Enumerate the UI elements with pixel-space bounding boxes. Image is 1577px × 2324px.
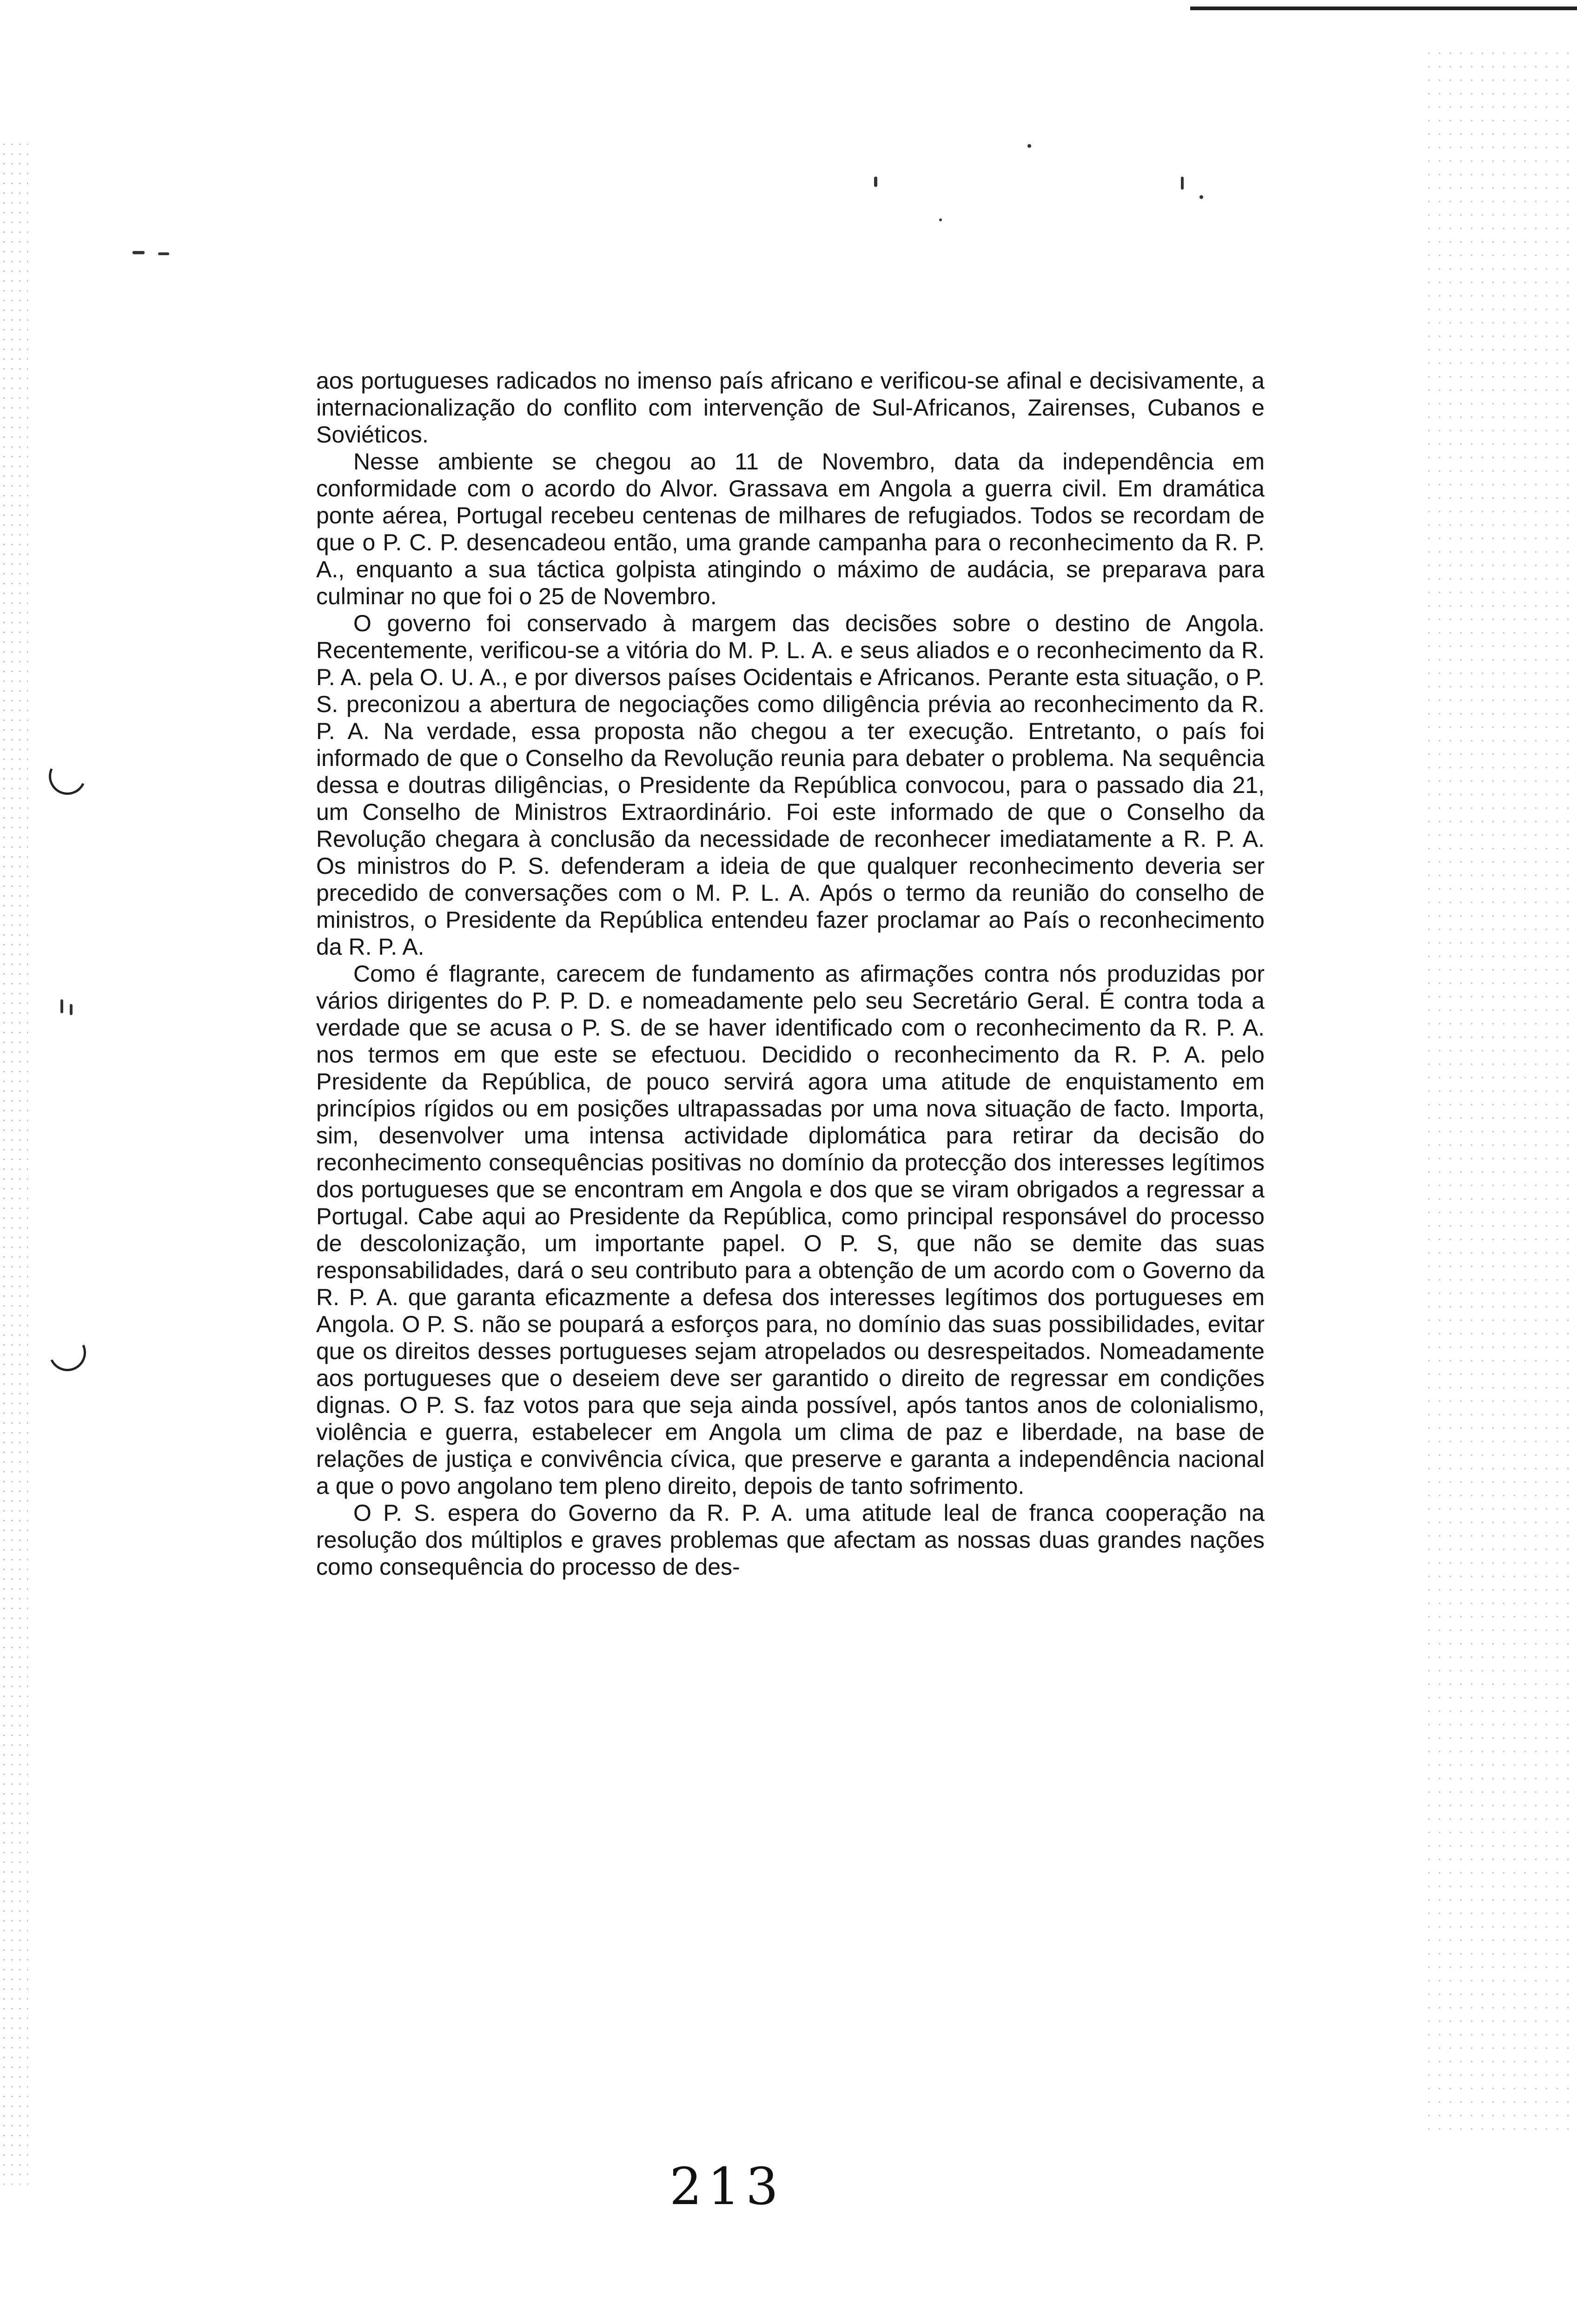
- paragraph: O governo foi conservado à margem das decisões sobre o destino de Angola. Recentemente, verificou-se a vitória do M. P. L. A. e seus aliados e o reconhecimento da R. P. A. pela O. U. A., e por diversos países Ocidentais e Africanos. Perante esta situação, o P. S. preconizou a abertura de negociações como diligência prévia ao reconhecimento da R. P. A. Na verdade, essa proposta não chegou a ter execução. Entretanto, o país foi informado de que o Conselho da Revolução reunia para debater o problema. Na sequência dessa e doutras diligências, o Presidente da República convocou, para o passado dia 21, um Conselho de Ministros Extraordinário. Foi este informado de que o Conselho da Revolução chegara à conclusão da necessidade de reconhecer imediatamente a R. P. A. Os ministros do P. S. defenderam a ideia de que qualquer reconhecimento deveria ser precedido de conversações com o M. P. L. A. Após o termo da reunião do conselho de ministros, o Presidente da República entendeu fazer proclamar ao País o reconhecimento da R. P. A.: [316, 610, 1265, 960]
- scan-mark: [874, 177, 877, 187]
- scan-mark: [939, 218, 942, 221]
- scan-mark: [133, 251, 145, 254]
- scan-mark: [70, 1004, 73, 1015]
- scan-noise-left: [0, 139, 28, 2185]
- paragraph: O P. S. espera do Governo da R. P. A. uma atitude leal de franca cooperação na resolução dos múltiplos e graves problemas que afectam as nossas duas grandes nações como consequência do processo de des-: [316, 1500, 1265, 1580]
- scan-mark: [60, 999, 63, 1013]
- paragraph: Nesse ambiente se chegou ao 11 de Novembro, data da independência em conformidade com o acordo do Alvor. Grassava em Angola a guerra civil. Em dramática ponte aérea, Portugal recebeu centenas de milhares de refugiados. Todos se recordam de que o P. C. P. desencadeou então, uma grande campanha para o reconhecimento da R. P. A., enquanto a sua táctica golpista atingindo o máximo de audácia, se preparava para culminar no que foi o 25 de Novembro.: [316, 449, 1265, 609]
- margin-curve-mark: [44, 1329, 92, 1377]
- paragraph: aos portugueses radicados no imenso país africano e verificou-se afinal e decisivamente, a internacionalização do conflito com intervenção de Sul-Africanos, Zairenses, Cubanos e Soviéticos.: [316, 368, 1265, 448]
- page-number: 213: [669, 2157, 784, 2216]
- margin-curve-mark: [44, 753, 92, 800]
- scan-mark: [1181, 177, 1184, 190]
- scan-mark: [1027, 144, 1031, 148]
- paragraph: Como é flagrante, carecem de fundamento as afirmações contra nós produzidas por vários dirigentes do P. P. D. e nomeadamente pelo seu Secretário Geral. É contra toda a verdade que se acusa o P. S. de se haver identificado com o reconhecimento da R. P. A. nos termos em que este se efectuou. Decidido o reconhecimento da R. P. A. pelo Presidente da República, de pouco servirá agora uma atitude de enquistamento em princípios rígidos ou em posições ultrapassadas por uma nova situação de facto. Importa, sim, desenvolver uma intensa actividade diplomática para retirar da decisão do reconhecimento consequências positivas no domínio da protecção dos interesses legítimos dos portugueses que se encontram em Angola e dos que se viram obrigados a regressar a Portugal. Cabe aqui ao Presidente da República, como principal responsável do processo de descolonização, um importante papel. O P. S, que não se demite das suas responsabilidades, dará o seu contributo para a obtenção de um acordo com o Governo da R. P. A. que garanta eficazmente a defesa dos interesses legítimos dos portugueses em Angola. O P. S. não se poupará a esforços para, no domínio das suas possibilidades, evitar que os direitos desses portugueses sejam atropelados ou desrespeitados. Nomeadamente aos portugueses que o deseiem deve ser garantido o direito de regressar em condições dignas. O P. S. faz votos para que seja ainda possível, após tantos anos de colonialismo, violência e guerra, estabelecer em Angola um clima de paz e liberdade, na base de relações de justiça e convivência cívica, que preserve e garanta a independência nacional a que o povo angolano tem pleno direito, depois de tanto sofrimento.: [316, 961, 1265, 1499]
- scan-noise-right: [1424, 46, 1577, 2138]
- scan-mark: [158, 252, 169, 255]
- scan-edge-rule: [1190, 7, 1577, 10]
- article-body: [316, 367, 1265, 1580]
- scan-mark: [1199, 195, 1203, 199]
